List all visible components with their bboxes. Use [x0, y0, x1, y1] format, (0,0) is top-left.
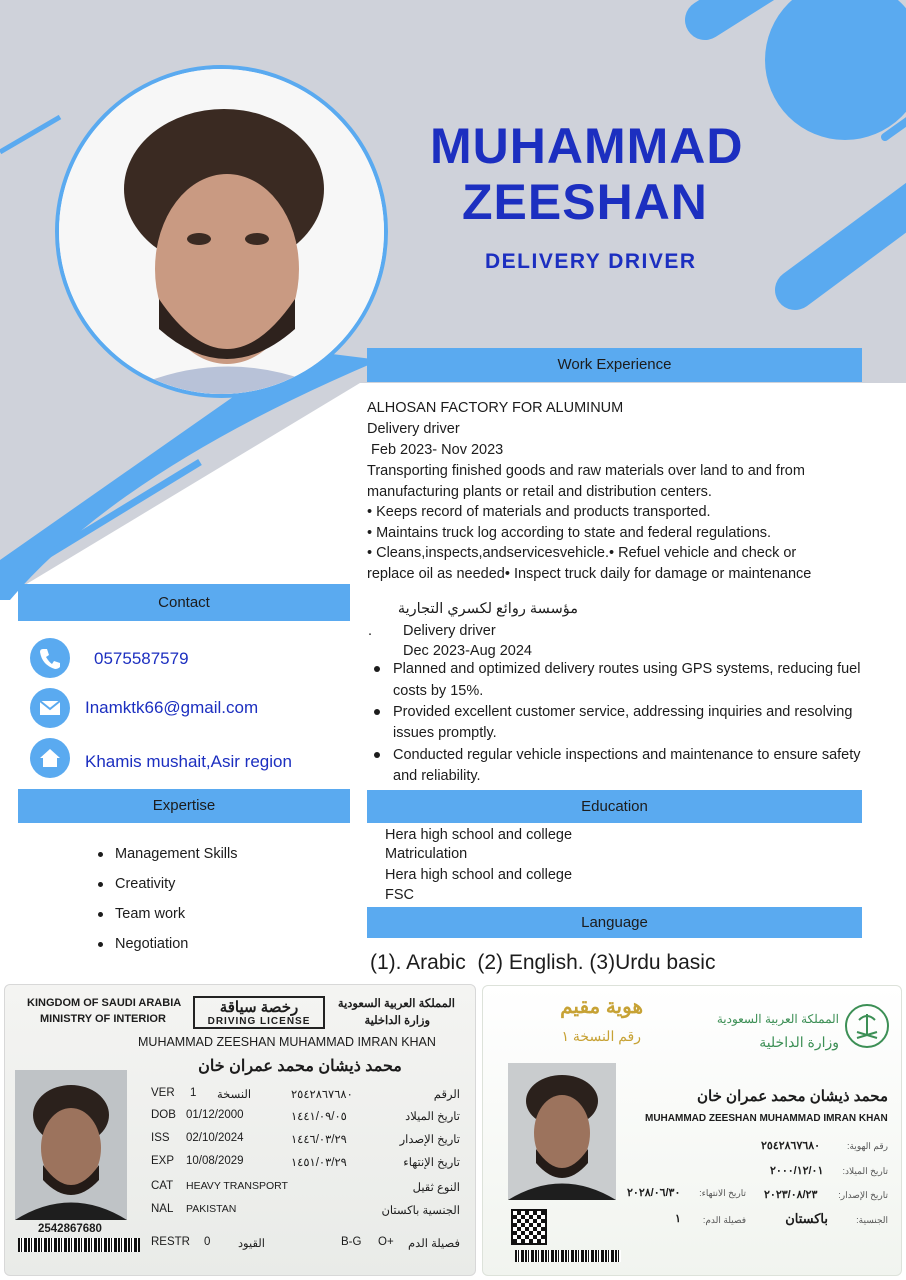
- expertise-item: Creativity: [115, 876, 176, 892]
- job1-line: manufacturing plants or retail and distribution centers.: [367, 484, 712, 500]
- iqama-issue-value: ٢٠٢٣/٠٨/٢٣: [764, 1189, 818, 1201]
- iqama-dob-label: تاريخ الميلاد:: [842, 1166, 888, 1176]
- iqama-nationality-value: باكستان: [785, 1211, 828, 1226]
- expertise-header: Expertise: [18, 789, 350, 823]
- license-restr-label: RESTR: [151, 1236, 190, 1248]
- job2-role: Delivery driver: [403, 623, 496, 639]
- iqama-name-en: MUHAMMAD ZEESHAN MUHAMMAD IMRAN KHAN: [645, 1113, 888, 1124]
- education-item: Matriculation: [385, 846, 468, 862]
- license-title-en: DRIVING LICENSE: [207, 1016, 311, 1027]
- driving-license-card: [4, 984, 476, 1276]
- license-field-value: PAKISTAN: [186, 1203, 237, 1215]
- job1-company: ALHOSAN FACTORY FOR ALUMINUM: [367, 400, 624, 416]
- job1-line: • Maintains truck log according to state and federal regulations.: [367, 525, 772, 541]
- candidate-name-last: ZEESHAN: [462, 174, 708, 230]
- license-id-number: 2542867680: [38, 1223, 102, 1235]
- iqama-blood-value: ١: [675, 1213, 681, 1225]
- license-country-en: KINGDOM OF SAUDI ARABIA: [27, 997, 182, 1009]
- license-field-value: 10/08/2029: [186, 1155, 244, 1167]
- job2-dates: Dec 2023-Aug 2024: [403, 643, 532, 659]
- license-title-ar: رخصة سياقة: [219, 999, 299, 1016]
- job2-bullet-cont: costs by 15%.: [393, 683, 484, 699]
- work-experience-header: Work Experience: [367, 348, 862, 382]
- expertise-item: Negotiation: [115, 936, 189, 952]
- license-field-ar-name: النوع ثقيل: [412, 1182, 460, 1194]
- bullet-dot: [374, 666, 380, 672]
- bullet-dot: [374, 752, 380, 758]
- home-icon: [30, 738, 70, 778]
- iqama-id-value: ٢٥٤٢٨٦٧٦٨٠: [761, 1140, 821, 1152]
- iqama-barcode: [515, 1250, 621, 1262]
- license-ministry-ar: وزارة الداخلية: [364, 1015, 430, 1027]
- bullet-dot: [98, 942, 103, 947]
- job2-company: مؤسسة روائع لكسري التجارية: [397, 601, 578, 617]
- license-field-label: ISS: [151, 1132, 170, 1144]
- job-title: DELIVERY DRIVER: [485, 250, 697, 273]
- iqama-ministry-ar: وزارة الداخلية: [759, 1034, 839, 1050]
- languages-text: (1). Arabic (2) English. (3)Urdu basic: [370, 951, 716, 974]
- license-field-value: 01/12/2000: [186, 1109, 244, 1121]
- iqama-emblem-text: المملكة العربية السعودية: [716, 1012, 839, 1026]
- bullet-dot: [98, 912, 103, 917]
- iqama-nationality-label: الجنسية:: [856, 1215, 888, 1225]
- license-field-ar-value: ١٤٤٦/٠٣/٢٩: [291, 1134, 347, 1146]
- iqama-title-ar: هوية مقيم: [560, 996, 643, 1018]
- profile-photo: [55, 65, 388, 398]
- contact-header: Contact: [18, 584, 350, 621]
- iqama-name-ar: محمد ذيشان محمد عمران خان: [697, 1088, 888, 1105]
- contact-address: Khamis mushait,Asir region: [85, 752, 292, 771]
- license-field-ar-name: الجنسية باكستان: [381, 1205, 460, 1217]
- email-icon: [30, 688, 70, 728]
- license-field-ar-value: ٢٥٤٢٨٦٧٦٨٠: [291, 1089, 353, 1101]
- education-header: Education: [367, 790, 862, 823]
- license-field-ar-name: تاريخ الإنتهاء: [403, 1157, 460, 1169]
- license-field-ar-name: تاريخ الميلاد: [405, 1111, 460, 1123]
- license-restr-value: 0: [204, 1236, 211, 1248]
- license-field-value: HEAVY TRANSPORT: [186, 1180, 288, 1192]
- iqama-blood-label: فصيلة الدم:: [702, 1215, 746, 1225]
- education-item: Hera high school and college: [385, 867, 573, 883]
- education-item: FSC: [385, 887, 414, 903]
- job1-role: Delivery driver: [367, 421, 460, 437]
- job1-line: Transporting finished goods and raw materials over land to and from: [367, 463, 805, 479]
- iqama-expiry-label: تاريخ الانتهاء:: [699, 1188, 746, 1198]
- license-title-box: [193, 996, 325, 1029]
- license-blood-ar: فصيلة الدم: [408, 1238, 460, 1250]
- license-ministry-en: MINISTRY OF INTERIOR: [40, 1013, 166, 1025]
- license-blood-value: O+: [378, 1236, 394, 1248]
- license-field-value: 02/10/2024: [186, 1132, 244, 1144]
- bullet-dot: [374, 709, 380, 715]
- license-field-ar-name: الرقم: [433, 1089, 460, 1101]
- license-field-value: 1: [190, 1087, 197, 1099]
- license-photo: [15, 1070, 127, 1220]
- license-name-en: MUHAMMAD ZEESHAN MUHAMMAD IMRAN KHAN: [138, 1035, 436, 1049]
- license-field-label: DOB: [151, 1109, 176, 1121]
- candidate-name-first: MUHAMMAD: [430, 118, 744, 174]
- license-field-label: NAL: [151, 1203, 174, 1215]
- iqama-photo: [508, 1063, 616, 1200]
- phone-icon: [30, 638, 70, 678]
- job1-line: replace oil as needed• Inspect truck daily for damage or maintenance: [367, 566, 812, 582]
- bullet-dot: [98, 852, 103, 857]
- contact-phone[interactable]: 0575587579: [94, 649, 189, 668]
- job2-bullet: Planned and optimized delivery routes using GPS systems, reducing fuel: [393, 661, 861, 677]
- license-field-ar-value: ١٤٥١/٠٣/٢٩: [291, 1157, 347, 1169]
- job2-bullet: Provided excellent customer service, addressing inquiries and resolving: [393, 704, 853, 720]
- job2-bullet: Conducted regular vehicle inspections and maintenance to ensure safety: [393, 747, 861, 763]
- license-field-label: EXP: [151, 1155, 175, 1167]
- iqama-dob-value: ٢٠٠٠/١٢/٠١: [770, 1165, 824, 1177]
- palm-swords-icon: [845, 1004, 889, 1048]
- license-field-label: CAT: [151, 1180, 174, 1192]
- iqama-copy-ar: رقم النسخة ١: [561, 1028, 641, 1044]
- language-header: Language: [367, 907, 862, 938]
- job2-marker: .: [368, 623, 373, 639]
- job1-line: • Cleans,inspects,andservicesvehicle.• Refuel vehicle and check or: [367, 545, 797, 561]
- job1-line: • Keeps record of materials and products transported.: [367, 504, 711, 520]
- education-item: Hera high school and college: [385, 827, 573, 843]
- license-country-ar: المملكة العربية السعودية: [337, 998, 455, 1010]
- iqama-issue-label: تاريخ الإصدار:: [838, 1190, 888, 1200]
- license-name-ar: محمد ذيشان محمد عمران خان: [198, 1058, 402, 1075]
- license-barcode: [18, 1238, 140, 1252]
- license-field-ar-label: النسخة: [217, 1089, 252, 1101]
- job2-bullet-cont: and reliability.: [393, 768, 481, 784]
- iqama-expiry-value: ٢٠٢٨/٠٦/٣٠: [627, 1187, 681, 1199]
- expertise-item: Team work: [115, 906, 186, 922]
- iqama-id-label: رقم الهوية:: [846, 1141, 888, 1151]
- license-restr-ar: القيود: [237, 1238, 265, 1250]
- license-field-ar-name: تاريخ الإصدار: [399, 1134, 460, 1146]
- bullet-dot: [98, 882, 103, 887]
- qr-code: [511, 1209, 547, 1245]
- license-field-label: VER: [151, 1087, 175, 1099]
- contact-email[interactable]: Inamktk66@gmail.com: [85, 698, 259, 717]
- license-field-ar-value: ١٤٤١/٠٩/٠٥: [291, 1111, 347, 1123]
- job1-dates: Feb 2023- Nov 2023: [367, 442, 504, 458]
- iqama-card: [482, 985, 902, 1276]
- expertise-item: Management Skills: [115, 846, 238, 862]
- license-blood-en: B-G: [341, 1236, 362, 1248]
- job2-bullet-cont: issues promptly.: [393, 725, 497, 741]
